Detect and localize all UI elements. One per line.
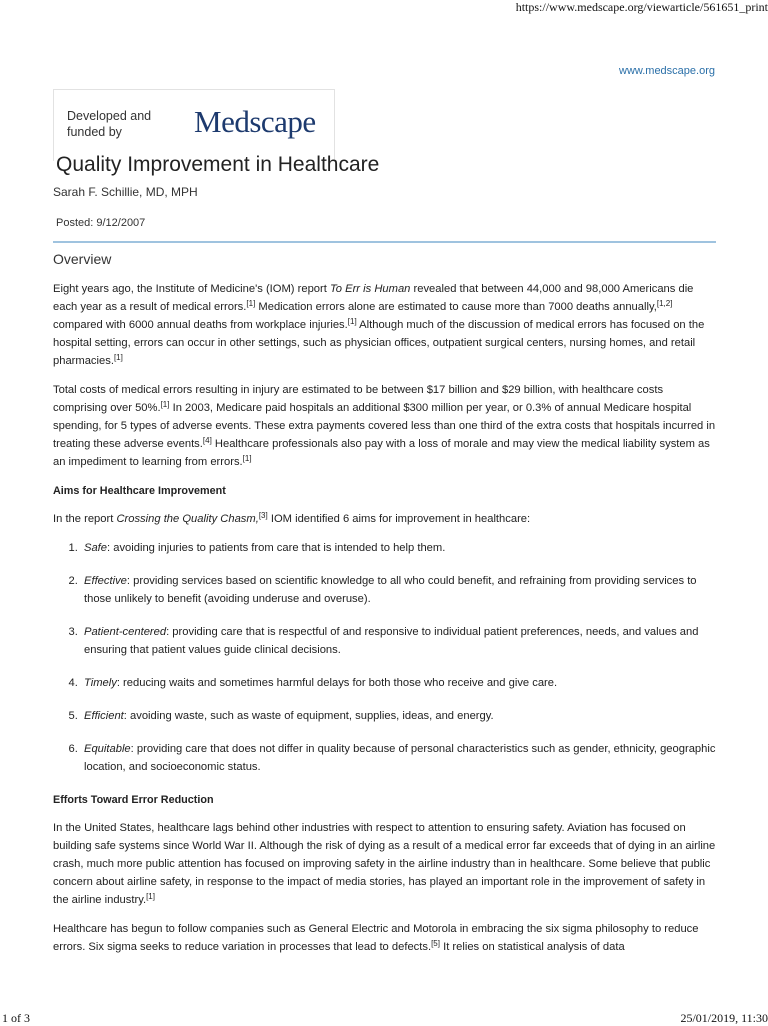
- aim-item: [81, 740, 719, 776]
- article-author: Sarah F. Schillie, MD, MPH: [53, 185, 198, 199]
- aim-term: Patient-centered: [84, 626, 167, 638]
- section-heading-overview: Overview: [53, 251, 112, 267]
- text-run: In the United States, healthcare lags behind other industries with respect to attention to ensuring safety. Aviation has focused on building safe systems since World War II. Although the risk of dying as a result of a medical error far exceeds that of dying in an airline crash, much more public attention has focused on improving safety in the airline industry than in healthcare. Some believe that public concern about airline safety, in response to the impact of media stories, has played an important role in the improvement of safety in the airline industry.: [53, 822, 716, 906]
- print-page-number: 1 of 3: [2, 1011, 30, 1025]
- aim-description: : providing services based on scientific knowledge to all who could benefit, and refraining from providing services to those unlikely to benefit (avoiding underuse and overuse).: [84, 575, 697, 605]
- efforts-paragraph-1: [53, 819, 719, 909]
- sponsor-banner: [53, 89, 335, 161]
- reference-link[interactable]: [1]: [242, 454, 252, 463]
- aim-item: [81, 539, 719, 557]
- reference-link[interactable]: [3]: [258, 511, 268, 520]
- report-title: To Err is Human: [329, 283, 411, 295]
- text-run: Healthcare professionals also pay with a loss of morale and may view the medical liability system as an impediment to learning from errors.: [53, 438, 710, 468]
- reference-link[interactable]: [1]: [160, 400, 170, 409]
- aim-term: Effective: [84, 575, 127, 587]
- sponsor-text: Developed and funded by: [67, 109, 152, 139]
- aim-term: Safe: [84, 542, 108, 554]
- text-run: Although much of the discussion of medical errors has focused on the hospital setting, errors can occur in other settings, such as physician offices, outpatient surgical centers, nursing homes, and retail pharmacies.: [53, 319, 705, 367]
- reference-link[interactable]: [1]: [347, 317, 357, 326]
- medscape-logo: Medscape: [194, 104, 316, 139]
- reference-link[interactable]: [5]: [431, 939, 440, 948]
- aim-term: Efficient: [84, 710, 124, 722]
- reference-link[interactable]: [1]: [113, 353, 123, 362]
- aim-item: [81, 623, 719, 659]
- aim-item: [81, 707, 719, 725]
- aim-term: Timely: [84, 677, 117, 689]
- subheading-efforts: Efforts Toward Error Reduction: [53, 794, 214, 806]
- posted-date: Posted: 9/12/2007: [56, 217, 146, 229]
- text-run: Total costs of medical errors resulting in injury are estimated to be between $17 billion and $29 billion, with healthcare costs comprising over 50%.: [53, 384, 664, 414]
- text-run: Healthcare has begun to follow companies such as General Electric and Motorola in embracing the six sigma philosophy to reduce errors. Six sigma seeks to reduce variation in processes that lead to defects.: [53, 923, 699, 953]
- overview-paragraph-2: [53, 381, 719, 471]
- aim-description: : avoiding waste, such as waste of equipment, supplies, ideas, and energy.: [123, 710, 494, 722]
- article-title: Quality Improvement in Healthcare: [56, 153, 380, 176]
- section-divider: [53, 241, 716, 243]
- reference-link[interactable]: [1,2]: [656, 299, 673, 308]
- print-header-url: https://www.medscape.org/viewarticle/561651_print: [515, 0, 768, 14]
- aim-description: : providing care that is respectful of and responsive to individual patient preferences, needs, and values and ensuring that patient values guide clinical decisions.: [84, 626, 699, 656]
- reference-link[interactable]: [1]: [246, 299, 256, 308]
- subheading-aims: Aims for Healthcare Improvement: [53, 485, 226, 497]
- aim-description: : providing care that does not differ in quality because of personal characteristics such as gender, ethnicity, geographic location, and socioeconomic status.: [84, 743, 716, 773]
- aims-list: [53, 539, 719, 776]
- text-run: Eight years ago, the Institute of Medicine's (IOM) report: [53, 283, 330, 295]
- aim-description: : reducing waits and sometimes harmful delays for both those who receive and give care.: [116, 677, 558, 689]
- text-run: In 2003, Medicare paid hospitals an additional $300 million per year, or 0.3% of annual Medicare hospital spending, for 5 types of adverse events. These extra payments covered less than one third of the extra costs that hospitals incurred in treating these adverse events.: [53, 402, 716, 450]
- aim-item: [81, 572, 719, 608]
- reference-link[interactable]: [1]: [146, 892, 155, 901]
- site-link[interactable]: www.medscape.org: [619, 65, 715, 77]
- aim-item: [81, 674, 719, 692]
- report-title: Crossing the Quality Chasm,: [116, 513, 259, 525]
- text-run: compared with 6000 annual deaths from workplace injuries.: [53, 319, 348, 331]
- article-body: [53, 280, 719, 967]
- reference-link[interactable]: [4]: [202, 436, 212, 445]
- text-run: It relies on statistical analysis of data: [439, 941, 625, 953]
- aims-intro: [53, 510, 719, 528]
- aim-description: : avoiding injuries to patients from care that is intended to help them.: [107, 542, 446, 554]
- efforts-paragraph-2: [53, 920, 719, 956]
- text-run: IOM identified 6 aims for improvement in healthcare:: [267, 513, 531, 525]
- text-run: revealed that between 44,000 and 98,000 Americans die each year as a result of medical errors.: [53, 283, 694, 313]
- text-run: In the report: [53, 513, 117, 525]
- aim-term: Equitable: [84, 743, 131, 755]
- print-datetime: 25/01/2019, 11:30: [680, 1011, 768, 1025]
- overview-paragraph-1: [53, 280, 719, 370]
- text-run: Medication errors alone are estimated to cause more than 7000 deaths annually,: [255, 301, 657, 313]
